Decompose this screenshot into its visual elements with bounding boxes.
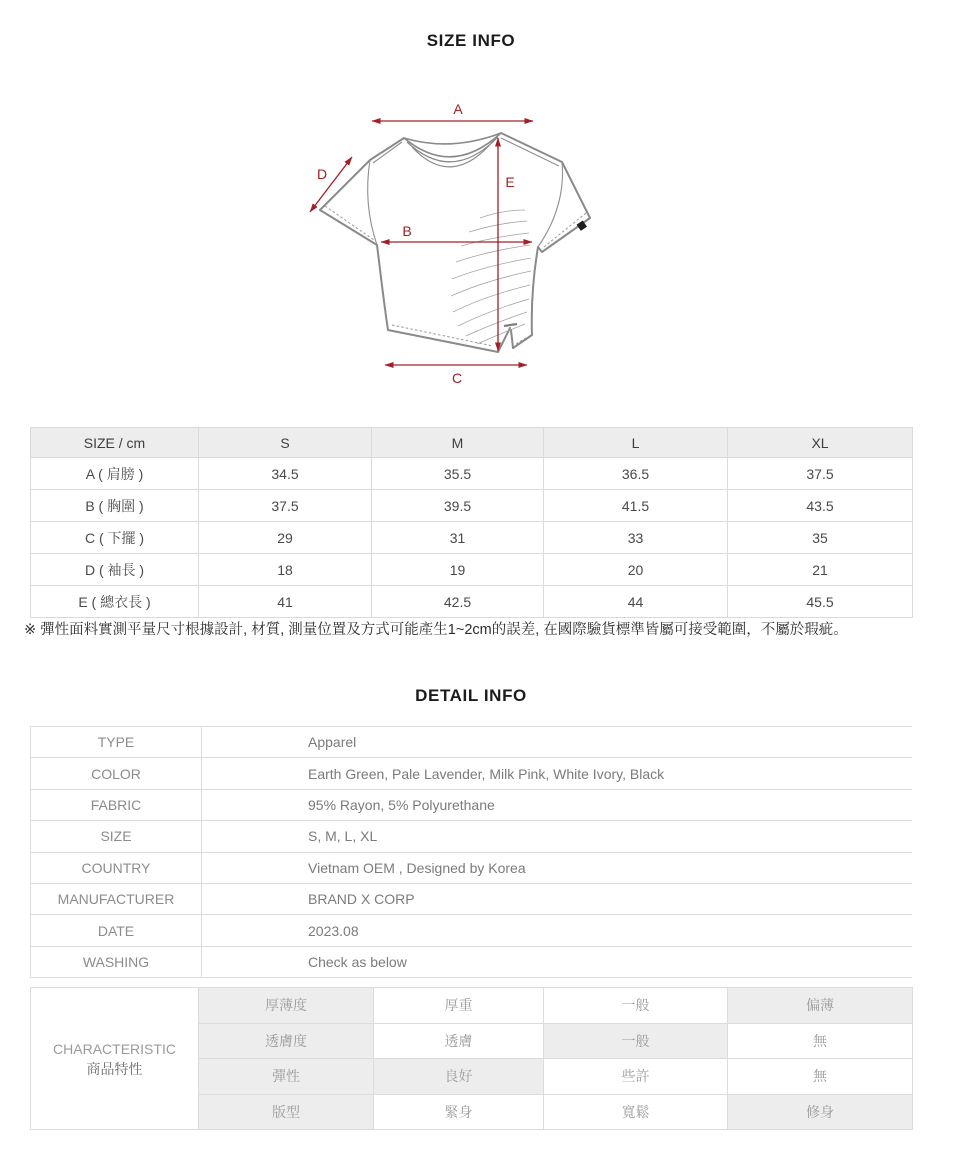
cell: 35.5 (372, 458, 544, 490)
cell: 42.5 (372, 586, 544, 618)
table-row (31, 915, 913, 946)
characteristic-option-cell: 無 (728, 1023, 913, 1059)
characteristic-attribute: 透膚度 (199, 1023, 374, 1059)
detail-value: S, M, L, XL (202, 821, 913, 852)
table-row (31, 883, 913, 914)
cell: 39.5 (372, 490, 544, 522)
detail-label: TYPE (31, 727, 202, 758)
cell: 43.5 (728, 490, 913, 522)
col-header-m: M (372, 428, 544, 458)
detail-info-table (30, 726, 912, 978)
table-row (31, 852, 913, 883)
cell: 21 (728, 554, 913, 586)
characteristic-option-cell: 寬鬆 (544, 1094, 728, 1130)
label-d: D (316, 166, 328, 182)
characteristic-attribute: 彈性 (199, 1059, 374, 1095)
table-row (31, 458, 913, 490)
measurement-arrows (310, 121, 533, 365)
characteristic-option-cell: 一般 (544, 1023, 728, 1059)
cell: 20 (544, 554, 728, 586)
cell: 37.5 (728, 458, 913, 490)
detail-label: WASHING (31, 946, 202, 977)
detail-value: BRAND X CORP (202, 883, 913, 914)
label-b: B (402, 223, 412, 239)
detail-label: COUNTRY (31, 852, 202, 883)
col-header-s: S (199, 428, 372, 458)
cell: 41.5 (544, 490, 728, 522)
characteristic-title-en: CHARACTERISTIC (53, 1040, 176, 1057)
size-unit-header: SIZE / cm (31, 428, 199, 458)
detail-value: Apparel (202, 727, 913, 758)
size-info-title: SIZE INFO (426, 31, 516, 50)
table-row (31, 490, 913, 522)
cell: 36.5 (544, 458, 728, 490)
gather-lines (451, 210, 531, 344)
table-row (31, 821, 913, 852)
label-e: E (505, 174, 515, 190)
detail-label: MANUFACTURER (31, 883, 202, 914)
detail-label: FABRIC (31, 789, 202, 820)
characteristic-option-cell: 無 (728, 1059, 913, 1095)
measurement-tolerance-note: ※ 彈性面料實測平量尺寸根據設計, 材質, 測量位置及方式可能產生1~2cm的誤差, 在國際驗貨標準皆屬可接受範圍，不屬於瑕疵。 (24, 622, 848, 638)
table-row (31, 988, 913, 1024)
characteristic-option-cell: 偏薄 (728, 988, 913, 1024)
detail-value: Check as below (202, 946, 913, 977)
characteristic-option-cell: 厚重 (374, 988, 544, 1024)
slit-bartack (504, 324, 517, 326)
size-table (30, 427, 913, 618)
cell: 35 (728, 522, 913, 554)
row-label: B ( 胸圍 ) (31, 490, 199, 522)
tshirt-measurement-diagram (280, 92, 665, 397)
table-row (31, 758, 913, 789)
measurement-labels (317, 101, 515, 386)
collar-lines (404, 133, 501, 167)
cell: 41 (199, 586, 372, 618)
characteristic-attribute: 厚薄度 (199, 988, 374, 1024)
size-table-header-row (31, 428, 913, 458)
cell: 44 (544, 586, 728, 618)
table-row (31, 946, 913, 977)
col-header-l: L (544, 428, 728, 458)
col-header-xl: XL (728, 428, 913, 458)
row-label: D ( 袖長 ) (31, 554, 199, 586)
stitch-lines (325, 206, 586, 346)
cell: 33 (544, 522, 728, 554)
characteristic-table (30, 987, 913, 1130)
table-row (31, 554, 913, 586)
detail-value: Vietnam OEM , Designed by Korea (202, 852, 913, 883)
cell: 34.5 (199, 458, 372, 490)
table-row (31, 727, 913, 758)
characteristic-attribute: 版型 (199, 1094, 374, 1130)
detail-value: 95% Rayon, 5% Polyurethane (202, 789, 913, 820)
characteristic-option-cell: 些許 (544, 1059, 728, 1095)
detail-label: COLOR (31, 758, 202, 789)
row-label: C ( 下擺 ) (31, 522, 199, 554)
characteristic-option-cell: 修身 (728, 1094, 913, 1130)
detail-value: 2023.08 (202, 915, 913, 946)
cell: 19 (372, 554, 544, 586)
detail-value: Earth Green, Pale Lavender, Milk Pink, White Ivory, Black (202, 758, 913, 789)
cell: 29 (199, 522, 372, 554)
row-label: A ( 肩膀 ) (31, 458, 199, 490)
cell: 18 (199, 554, 372, 586)
row-label: E ( 總衣長 ) (31, 586, 199, 618)
cell: 31 (372, 522, 544, 554)
characteristic-option-cell: 一般 (544, 988, 728, 1024)
characteristic-title-zh: 商品特性 (86, 1060, 143, 1077)
detail-label: SIZE (31, 821, 202, 852)
characteristic-header-cell (31, 988, 199, 1130)
detail-label: DATE (31, 915, 202, 946)
cell: 37.5 (199, 490, 372, 522)
table-row (31, 522, 913, 554)
characteristic-option-cell: 良好 (374, 1059, 544, 1095)
cell: 45.5 (728, 586, 913, 618)
label-c: C (451, 370, 463, 386)
table-row (31, 586, 913, 618)
characteristic-option-cell: 透膚 (374, 1023, 544, 1059)
characteristic-option-cell: 緊身 (374, 1094, 544, 1130)
table-row (31, 789, 913, 820)
detail-info-title: DETAIL INFO (415, 686, 527, 705)
label-a: A (453, 101, 463, 117)
